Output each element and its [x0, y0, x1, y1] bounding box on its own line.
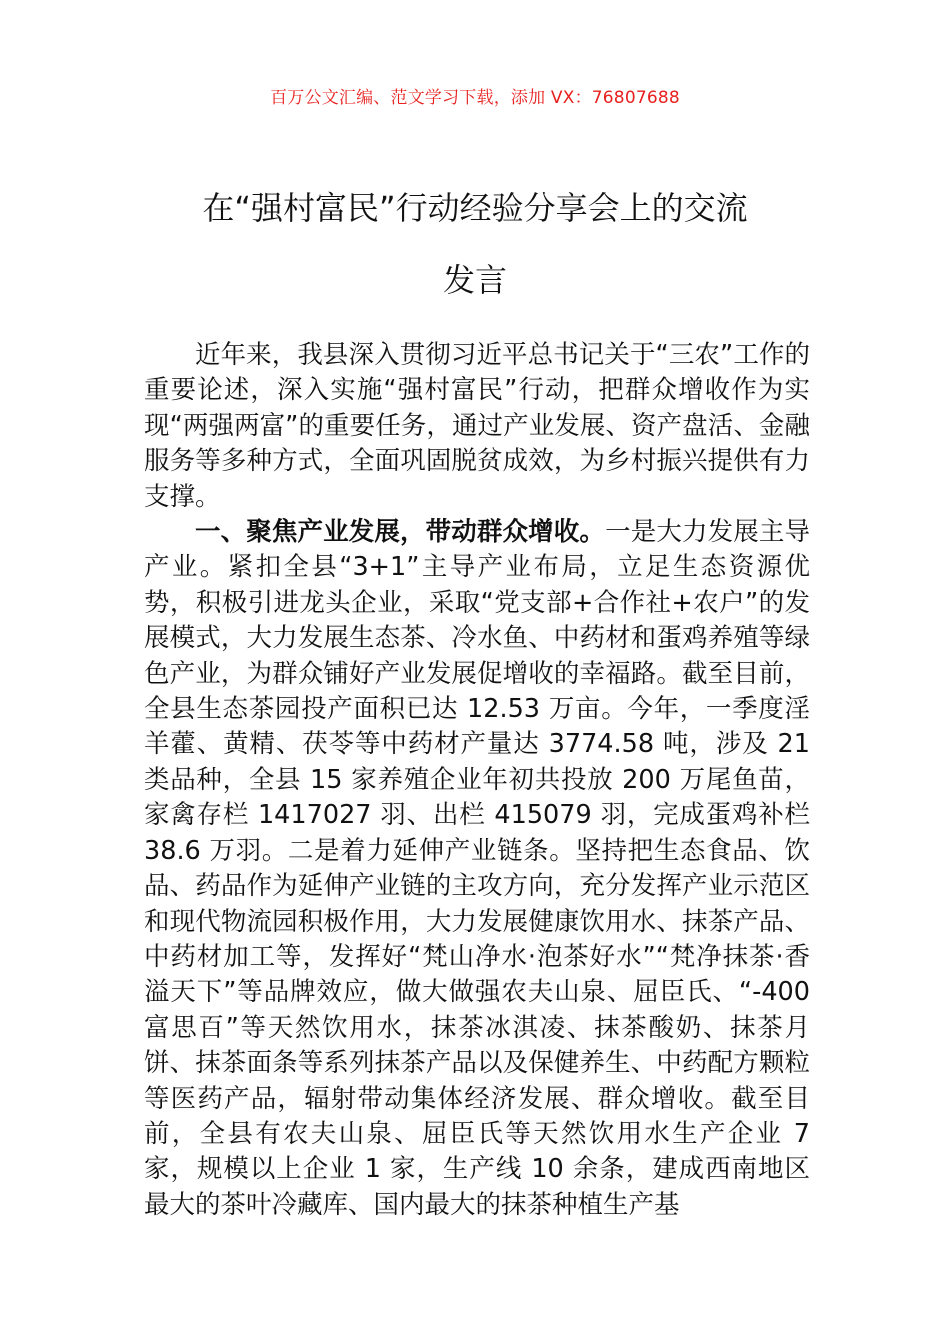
document-title: [120, 172, 830, 316]
paragraph-section-1: [144, 515, 810, 1223]
section-heading: 一、聚焦产业发展，带动群众增收。: [195, 517, 606, 548]
header-note: 百万公文汇编、范文学习下载，添加 VX：76807688: [270, 88, 680, 108]
paragraph-text: 近年来，我县深入贯彻习近平总书记关于“三农”工作的重要论述，深入实施“强村富民”行动，把群众增收作为实现“两强两富”的重要任务，通过产业发展、资产盘活、金融服务等多种方式，全面巩固脱贫成效，为乡村振兴提供有力支撑。: [144, 340, 810, 512]
title-line-2: 发言: [442, 261, 507, 299]
title-line-1: 在“强村富民”行动经验分享会上的交流: [202, 189, 748, 227]
paragraph-intro: [144, 338, 810, 515]
document-body: [144, 338, 810, 1223]
paragraph-text: 一是大力发展主导产业。紧扣全县“3+1”主导产业布局，立足生态资源优势，积极引进龙头企业，采取“党支部+合作社+农户”的发展模式，大力发展生态茶、冷水鱼、中药材和蛋鸡养殖等绿色产业，为群众铺好产业发展促增收的幸福路。截至目前，全县生态茶园投产面积已达 12.53 万亩。今年，一季度淫羊藿、黄精、茯苓等中药材产量达 3774.58 吨，涉及 21 类品种，全县 15 家养殖企业年初共投放 200 万尾鱼苗，家禽存栏 1417027 羽、出栏 415079 羽，完成蛋鸡补栏 38.6 万羽。二是着力延伸产业链条。坚持把生态食品、饮品、药品作为延伸产业链的主攻方向，充分发挥产业示范区和现代物流园积极作用，大力发展健康饮用水、抹茶产品、中药材加工等，发挥好“梵山净水·泡茶好水”“梵净抹茶·香溢天下”等品牌效应，做大做强农夫山泉、屈臣氏、“-400 富思百”等天然饮用水，抹茶冰淇凌、抹茶酸奶、抹茶月饼、抹茶面条等系列抹茶产品以及保健养生、中药配方颗粒等医药产品，辐射带动集体经济发展、群众增收。截至目前，全县有农夫山泉、屈臣氏等天然饮用水生产企业 7 家，规模以上企业 1 家，生产线 10 余条，建成西南地区最大的茶叶冷藏库、国内最大的抹茶种植生产基: [144, 517, 810, 1220]
